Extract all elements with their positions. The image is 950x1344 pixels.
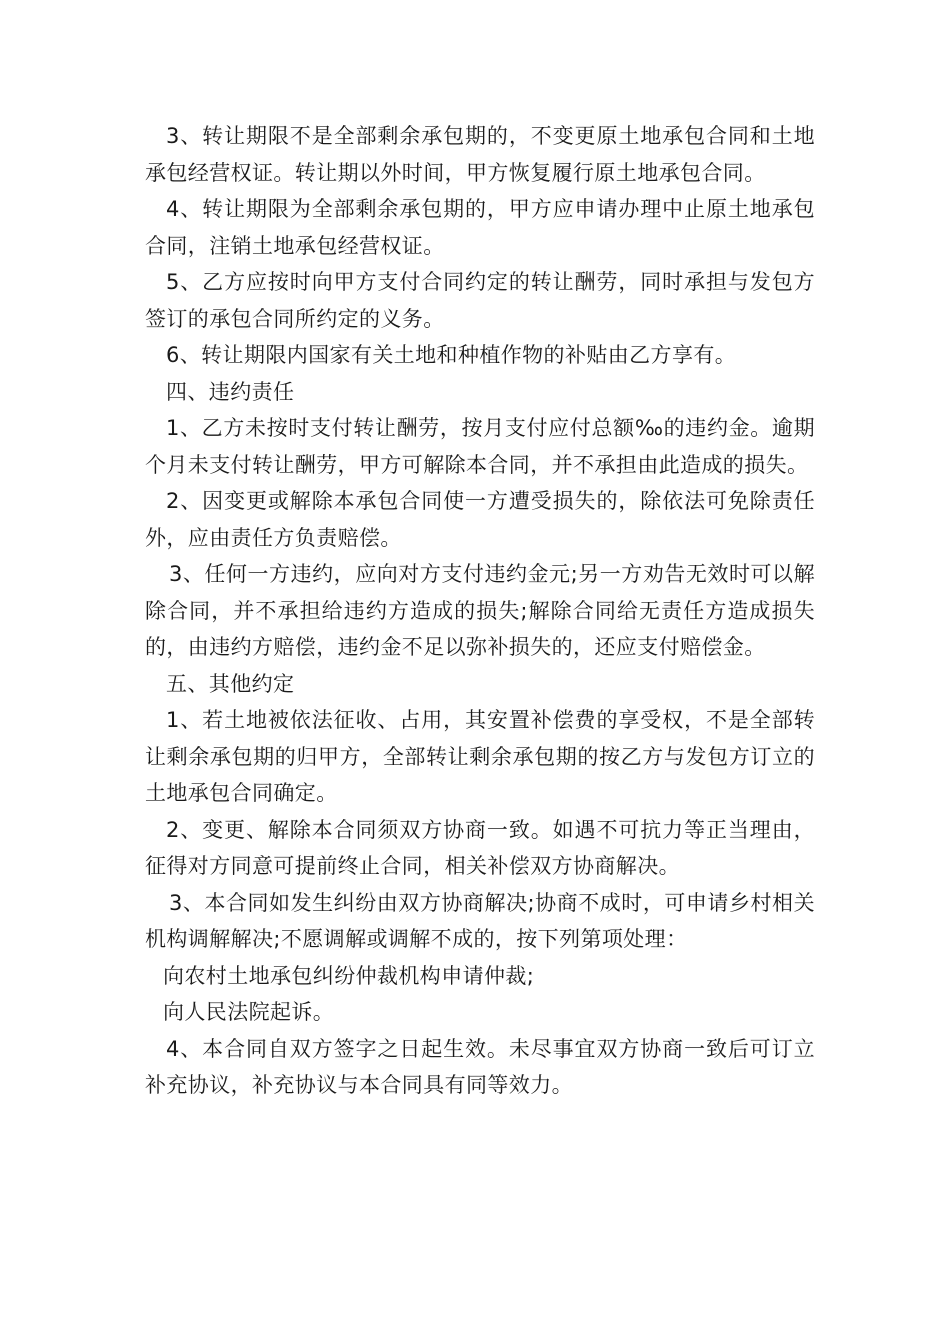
document-body <box>145 118 815 1104</box>
breach-clause-3: 3、任何一方违约，应向对方支付违约金元;另一方劝告无效时可以解除合同，并不承担给违约方造成的损失;解除合同给无责任方造成损失的，由违约方赔偿，违约金不足以弥补损失的，还应支付赔偿金。 <box>145 562 815 659</box>
dispute-option-arbitration: 向农村土地承包纠纷仲裁机构申请仲裁; <box>163 963 535 988</box>
clause-6-subsidy: 6、转让期限内国家有关土地和种植作物的补贴由乙方享有。 <box>166 343 737 367</box>
breach-clause-1: 1、乙方未按时支付转让酬劳，按月支付应付总额‰的违约金。逾期个月未支付转让酬劳，甲方可解除本合同，并不承担由此造成的损失。 <box>145 416 815 477</box>
other-clause-3: 3、本合同如发生纠纷由双方协商解决;协商不成时，可申请乡村相关机构调解解决;不愿调解或调解不成的，按下列第项处理： <box>145 890 815 951</box>
clause-3-transfer-term-partial: 3、转让期限不是全部剩余承包期的，不变更原土地承包合同和土地承包经营权证。转让期以外时间，甲方恢复履行原土地承包合同。 <box>145 124 815 185</box>
other-clause-2: 2、变更、解除本合同须双方协商一致。如遇不可抗力等正当理由，征得对方同意可提前终止合同，相关补偿双方协商解决。 <box>145 817 815 878</box>
breach-clause-2: 2、因变更或解除本承包合同使一方遭受损失的，除依法可免除责任外，应由责任方负责赔偿。 <box>145 489 815 550</box>
section-heading-other-terms: 五、其他约定 <box>166 671 295 696</box>
dispute-option-court: 向人民法院起诉。 <box>163 1000 335 1024</box>
clause-5-party-b-payment: 5、乙方应按时向甲方支付合同约定的转让酬劳，同时承担与发包方签订的承包合同所约定的义务。 <box>145 270 815 331</box>
other-clause-4: 4、本合同自双方签字之日起生效。未尽事宜双方协商一致后可订立补充协议，补充协议与本合同具有同等效力。 <box>145 1036 815 1097</box>
other-clause-1: 1、若土地被依法征收、占用，其安置补偿费的享受权，不是全部转让剩余承包期的归甲方，全部转让剩余承包期的按乙方与发包方订立的土地承包合同确定。 <box>145 708 815 805</box>
section-heading-breach-liability: 四、违约责任 <box>166 379 295 404</box>
clause-4-transfer-term-full: 4、转让期限为全部剩余承包期的，甲方应申请办理中止原土地承包合同，注销土地承包经营权证。 <box>145 197 815 258</box>
